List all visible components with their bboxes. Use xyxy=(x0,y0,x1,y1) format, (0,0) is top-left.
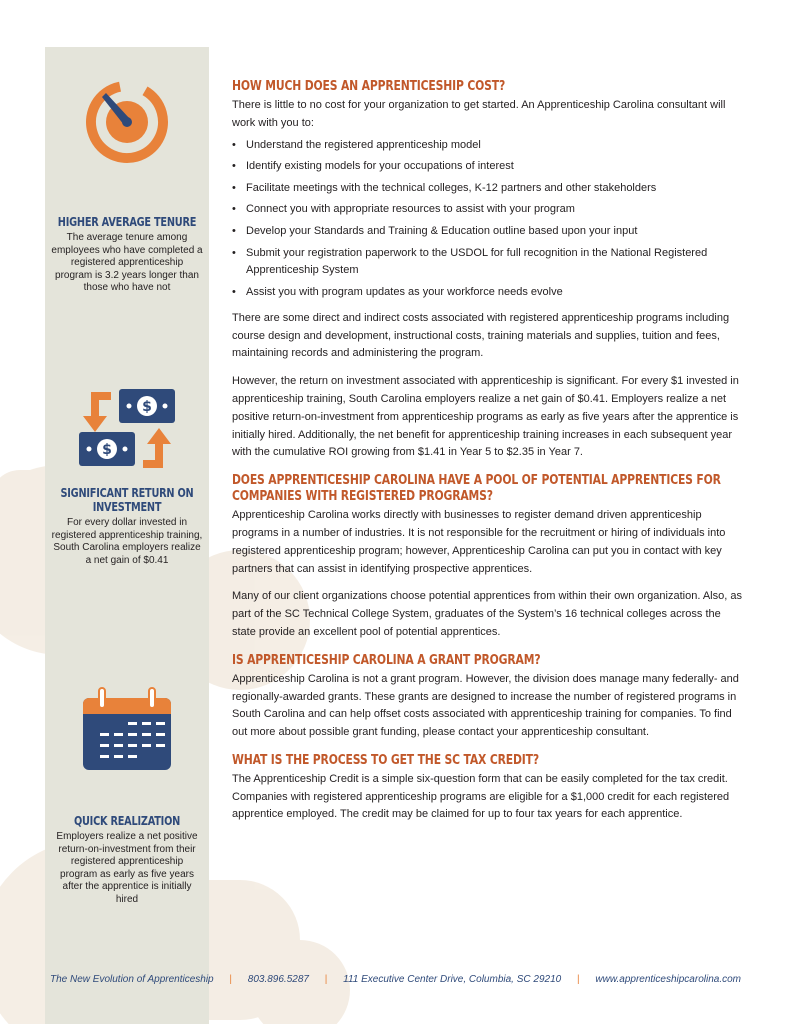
grant-paragraph-1: Apprenticeship Carolina is not a grant program. However, the division does manage many federally- and regionally-awarded grants. These grants are designed to increase the number of registered programs in South Carolina and can help offset costs associated with apprenticeship training for companies. To find out more about possible grant funding, please contact your apprenticeship consultant. xyxy=(232,672,739,739)
footer-phone: 803.896.5287 xyxy=(247,974,309,985)
list-item: • Facilitate meetings with the technical colleges, K-12 partners and other stakeholders xyxy=(232,180,747,198)
cost-bullet-list xyxy=(232,137,747,302)
main-content xyxy=(232,78,747,834)
sidebar-realization-title: QUICK REALIZATION xyxy=(73,813,181,828)
sidebar-tenure xyxy=(45,77,209,295)
footer-separator: | xyxy=(576,974,580,985)
cost-heading: HOW MUCH DOES AN APPRENTICESHIP COST? xyxy=(232,78,506,94)
list-item: • Develop your Standards and Training & Education outline based upon your input xyxy=(232,223,747,241)
footer-tagline: The New Evolution of Apprenticeship xyxy=(50,974,214,985)
cost-paragraph-2: However, the return on investment associated with apprenticeship is significant. For every $1 invested in apprenticeship training, South Carolina employers realize a net gain of $0.41. Employers realize a net positive return-on-investment from apprenticeship programs as early as five years after the apprentice is initially hired. Additionally, the net benefit for apprenticeship training increases in each subsequent year with the cumulative ROI growing from $1.41 in Year 5 to $2.35 in Year 7. xyxy=(232,375,739,459)
footer-separator: | xyxy=(229,974,232,985)
gauge-icon xyxy=(82,77,172,167)
sidebar xyxy=(45,47,209,1024)
list-item: • Submit your registration paperwork to the USDOL for full recognition in the National Registered Apprenticeship System xyxy=(232,245,747,281)
list-item: • Identify existing models for your occupations of interest xyxy=(232,158,747,176)
money-exchange-icon xyxy=(77,382,177,478)
sidebar-roi-title: SIGNIFICANT RETURN ON INVESTMENT xyxy=(60,485,194,514)
pool-paragraph-2: Many of our client organizations choose potential apprentices from within their own organization. Also, as part of the SC Technical College System, graduates of the System’s 16 technical colleges across the state provide an excellent pool of potential apprentices. xyxy=(232,590,742,638)
svg-text:$: $ xyxy=(142,399,152,415)
svg-text:$: $ xyxy=(102,442,112,458)
footer-separator: | xyxy=(324,974,328,985)
cost-paragraph-1: There are some direct and indirect costs associated with registered apprenticeship programs including course design and development, instructional costs, training materials and supplies, tuition and fees, maintaining records and administering the program. xyxy=(232,311,730,360)
sidebar-tenure-text: The average tenure among employees who have completed a registered apprenticeship program is 3.2 years longer than those who have not xyxy=(51,232,203,294)
list-item: • Assist you with program updates as your workforce needs evolve xyxy=(232,284,747,302)
sidebar-realization-text: Employers realize a net positive return-on-investment from their registered apprenticeship program as early as five years after the apprentice is initially hired xyxy=(56,831,198,905)
sidebar-realization xyxy=(45,686,209,907)
sidebar-roi xyxy=(45,382,209,567)
tax-heading: WHAT IS THE PROCESS TO GET THE SC TAX CREDIT? xyxy=(232,751,539,768)
pool-heading: DOES APPRENTICESHIP CAROLINA HAVE A POOL OF POTENTIAL APPRENTICES FOR COMPANIES WITH REGISTERED PROGRAMS? xyxy=(232,472,721,505)
list-item: • Connect you with appropriate resources to assist with your program xyxy=(232,201,747,219)
footer-website-link[interactable]: www.apprenticeshipcarolina.com xyxy=(595,974,741,985)
calendar-icon xyxy=(80,686,174,774)
cost-intro: There is little to no cost for your organization to get started. An Apprenticeship Carolina consultant will work with you to: xyxy=(232,99,726,129)
pool-paragraph-1: Apprenticeship Carolina works directly with businesses to register demand driven apprenticeship programs in a number of industries. It is not responsible for the recruitment or hiring of individuals into registered apprenticeship program; however, Apprenticeship Carolina can put you in contact with key partners that can assist in identifying prospective apprentices. xyxy=(232,509,726,575)
tax-paragraph-1: The Apprenticeship Credit is a simple six-question form that can be easily completed for the tax credit. Companies with registered apprenticeship programs are eligible for a $1,000 credit for each registered apprentice employed. The credit may be claimed for up to four tax years for each apprentice. xyxy=(232,772,730,821)
sidebar-roi-text: For every dollar invested in registered apprenticeship training, South Carolina employers realize a net gain of $0.41 xyxy=(51,517,203,566)
page-footer xyxy=(0,974,791,985)
grant-heading: IS APPRENTICESHIP CAROLINA A GRANT PROGRAM? xyxy=(232,651,541,668)
sidebar-tenure-title: HIGHER AVERAGE TENURE xyxy=(57,214,197,229)
footer-address: 111 Executive Center Drive, Columbia, SC 29210 xyxy=(343,974,562,985)
list-item: • Understand the registered apprenticeship model xyxy=(232,137,747,155)
